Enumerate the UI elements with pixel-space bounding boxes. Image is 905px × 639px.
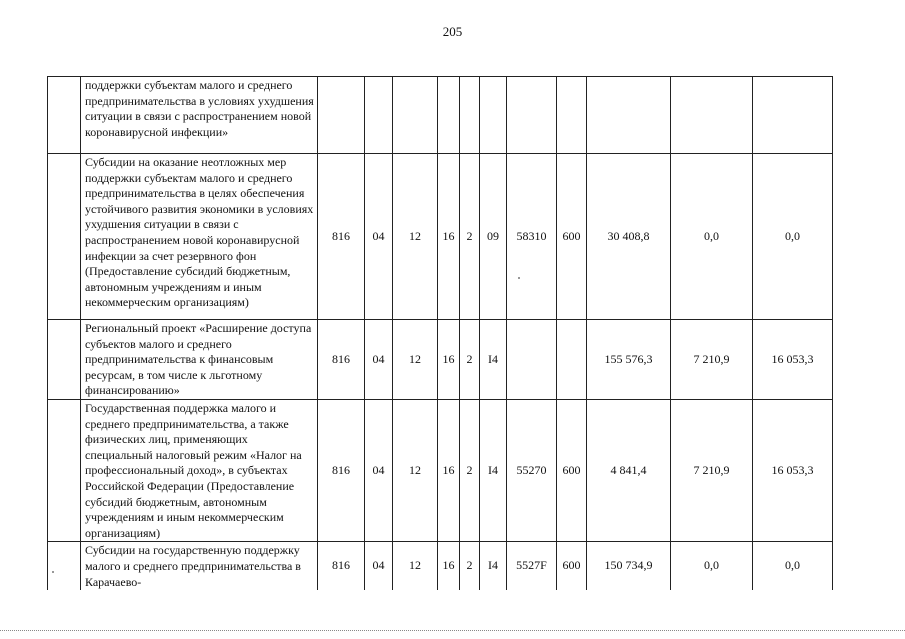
code-section: 04 — [365, 320, 393, 400]
code-subsection — [393, 77, 438, 154]
code-program: 16 — [438, 542, 460, 590]
table-row — [48, 77, 833, 154]
table-row — [48, 320, 833, 400]
code-expense-type — [557, 320, 587, 400]
table-row — [48, 399, 833, 541]
amount-year-2: 7 210,9 — [671, 399, 753, 541]
amount-year-2: 0,0 — [671, 154, 753, 320]
blank-cell — [48, 542, 81, 590]
code-program — [438, 77, 460, 154]
code-section: 04 — [365, 542, 393, 590]
code-subsection: 12 — [393, 399, 438, 541]
budget-table — [47, 76, 833, 590]
code-section: 04 — [365, 154, 393, 320]
code-program: 16 — [438, 320, 460, 400]
code-ministry: 816 — [318, 542, 365, 590]
amount-year-3: 0,0 — [753, 154, 833, 320]
code-expense-type: 600 — [557, 542, 587, 590]
code-project: I4 — [480, 320, 507, 400]
amount-year-2: 7 210,9 — [671, 320, 753, 400]
blank-cell — [48, 320, 81, 400]
code-ministry: 816 — [318, 399, 365, 541]
code-section: 04 — [365, 399, 393, 541]
amount-year-2 — [671, 77, 753, 154]
code-ministry — [318, 77, 365, 154]
code-section — [365, 77, 393, 154]
code-subsection: 12 — [393, 154, 438, 320]
amount-year-2: 0,0 — [671, 542, 753, 590]
item-name: Региональный проект «Расширение доступа субъектов малого и среднего предпринимательства к финансовым ресурсам, в том числе к льготному финансированию» — [81, 320, 318, 400]
code-program: 16 — [438, 154, 460, 320]
item-name: Субсидии на государственную поддержку малого и среднего предпринимательства в Карачаево- — [81, 542, 318, 590]
code-direction: 5527F — [507, 542, 557, 590]
code-direction: 58310 — [507, 154, 557, 320]
page-number: 205 — [442, 24, 463, 39]
amount-year-3: 16 053,3 — [753, 399, 833, 541]
code-project: I4 — [480, 542, 507, 590]
blank-cell — [48, 399, 81, 541]
code-subprogram: 2 — [460, 542, 480, 590]
code-subprogram: 2 — [460, 154, 480, 320]
code-project — [480, 77, 507, 154]
scan-speck — [518, 277, 520, 279]
code-direction — [507, 320, 557, 400]
code-expense-type — [557, 77, 587, 154]
item-name: Государственная поддержка малого и среднего предпринимательства, а также физических лиц, применяющих специальный налоговый режим «Налог на профессиональный доход», в субъектах Российской Федерации (Предоставление субсидий бюджетным, автономным учреждениям и иным некоммерческим организациям) — [81, 399, 318, 541]
item-name: Субсидии на оказание неотложных мер поддержки субъектам малого и среднего предпринимательства в целях обеспечения устойчивого развития экономики в условиях ухудшения ситуации в связи с распространением новой коронавирусной инфекции за счет резервного фон (Предоставление субсидий бюджетным, автономным учреждениям и иным некоммерческим организациям) — [81, 154, 318, 320]
code-subsection: 12 — [393, 320, 438, 400]
code-expense-type: 600 — [557, 399, 587, 541]
code-expense-type: 600 — [557, 154, 587, 320]
table-row — [48, 542, 833, 590]
code-program: 16 — [438, 399, 460, 541]
code-ministry: 816 — [318, 154, 365, 320]
scan-edge-line — [0, 630, 905, 631]
amount-year-1 — [587, 77, 671, 154]
scan-speck — [52, 571, 54, 573]
amount-year-3: 16 053,3 — [753, 320, 833, 400]
code-project: I4 — [480, 399, 507, 541]
item-name: поддержки субъектам малого и среднего предпринимательства в условиях ухудшения ситуации в связи с распространением новой коронавирусной инфекции» — [81, 77, 318, 154]
amount-year-1: 155 576,3 — [587, 320, 671, 400]
amount-year-1: 150 734,9 — [587, 542, 671, 590]
amount-year-1: 4 841,4 — [587, 399, 671, 541]
code-ministry: 816 — [318, 320, 365, 400]
table-row — [48, 154, 833, 320]
amount-year-3: 0,0 — [753, 542, 833, 590]
code-direction: 55270 — [507, 399, 557, 541]
code-project: 09 — [480, 154, 507, 320]
code-subprogram: 2 — [460, 320, 480, 400]
amount-year-3 — [753, 77, 833, 154]
code-subprogram: 2 — [460, 399, 480, 541]
code-subprogram — [460, 77, 480, 154]
amount-year-1: 30 408,8 — [587, 154, 671, 320]
code-direction — [507, 77, 557, 154]
blank-cell — [48, 77, 81, 154]
code-subsection: 12 — [393, 542, 438, 590]
blank-cell — [48, 154, 81, 320]
